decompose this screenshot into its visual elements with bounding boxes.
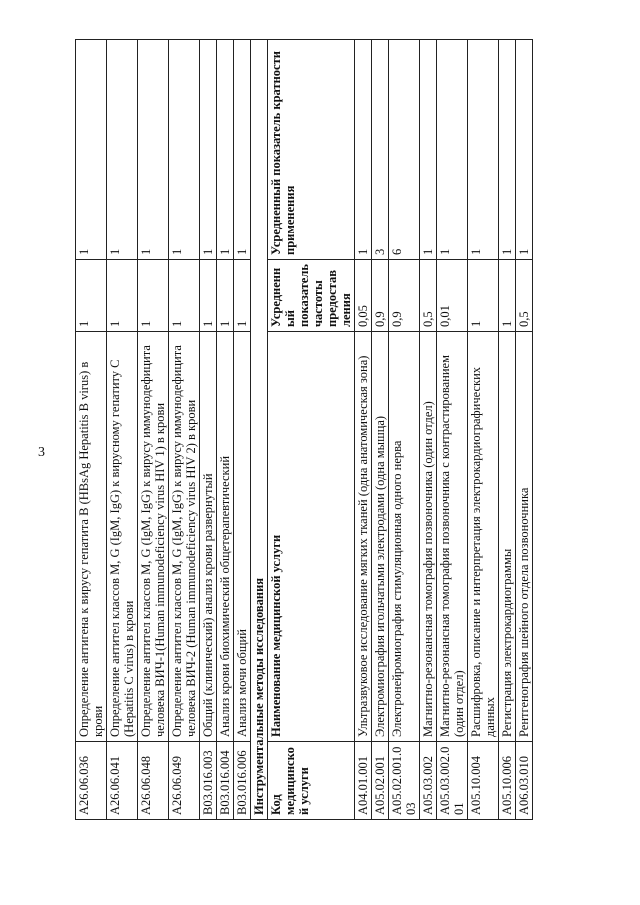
cell-freq: 0,01 (437, 260, 468, 332)
table-row (200, 40, 217, 820)
table-row (420, 40, 437, 820)
cell-mult: 3 (372, 40, 389, 260)
header-mult: Усредненный показатель кратности применения (268, 40, 355, 260)
header-name: Наименование медицинской услуги (268, 332, 355, 742)
cell-mult: 1 (437, 40, 468, 260)
cell-mult: 1 (138, 40, 169, 260)
table-row (234, 40, 251, 820)
table-row (516, 40, 533, 820)
cell-code: A26.06.036 (76, 742, 107, 820)
cell-name: Регистрация электрокардиограммы (499, 332, 516, 742)
cell-code: A04.01.001 (355, 742, 372, 820)
table-body-top (76, 40, 251, 820)
cell-freq: 0,9 (372, 260, 389, 332)
cell-code: A05.03.002 (420, 742, 437, 820)
cell-code: A05.10.004 (468, 742, 499, 820)
cell-name: Магнитно-резонансная томография позвоночника (один отдел) (420, 332, 437, 742)
cell-freq: 1 (138, 260, 169, 332)
table-row (107, 40, 138, 820)
cell-mult: 1 (516, 40, 533, 260)
cell-freq: 0,5 (516, 260, 533, 332)
table-row (372, 40, 389, 820)
cell-freq: 1 (468, 260, 499, 332)
cell-freq: 1 (76, 260, 107, 332)
table-row (355, 40, 372, 820)
cell-code: A05.02.001.003 (389, 742, 420, 820)
table-row (138, 40, 169, 820)
cell-freq: 1 (217, 260, 234, 332)
cell-freq: 1 (107, 260, 138, 332)
header-code: Код медицинской услуги (268, 742, 355, 820)
header-freq: Усредненный показатель частоты предоставления (268, 260, 355, 332)
cell-freq: 1 (200, 260, 217, 332)
page-number: 3 (38, 445, 45, 460)
cell-name: Магнитно-резонансная томография позвоночника с контрастированием (один отдел) (437, 332, 468, 742)
cell-code: A05.03.002.001 (437, 742, 468, 820)
table-row (468, 40, 499, 820)
cell-name: Ультразвуковое исследование мягких тканей (одна анатомическая зона) (355, 332, 372, 742)
table-section (251, 40, 355, 820)
services-table (75, 39, 533, 820)
cell-name: Определение антител классов M, G (IgM, IgG) к вирусу иммунодефицита человека ВИЧ-1(Human immunodeficiency virus HIV 1) в крови (138, 332, 169, 742)
cell-freq: 0,05 (355, 260, 372, 332)
cell-code: B03.016.004 (217, 742, 234, 820)
cell-freq: 0,5 (420, 260, 437, 332)
cell-mult: 1 (200, 40, 217, 260)
cell-mult: 1 (355, 40, 372, 260)
rotated-document-sheet (75, 40, 531, 820)
cell-mult: 1 (234, 40, 251, 260)
cell-name: Анализ крови биохимический общетерапевтический (217, 332, 234, 742)
cell-code: A26.06.049 (169, 742, 200, 820)
cell-name: Рентгенография шейного отдела позвоночника (516, 332, 533, 742)
cell-name: Электронейромиография стимуляционная одного нерва (389, 332, 420, 742)
cell-mult: 6 (389, 40, 420, 260)
cell-freq: 1 (499, 260, 516, 332)
cell-code: B03.016.003 (200, 742, 217, 820)
table-row (76, 40, 107, 820)
cell-freq: 0,9 (389, 260, 420, 332)
cell-code: A26.06.048 (138, 742, 169, 820)
table-row (437, 40, 468, 820)
cell-freq: 1 (169, 260, 200, 332)
cell-name: Определение антител классов M, G (IgM, IgG) к вирусу иммунодефицита человека ВИЧ-2 (Human immunodeficiency virus HIV 2) в крови (169, 332, 200, 742)
cell-code: A26.06.041 (107, 742, 138, 820)
cell-name: Расшифровка, описание и интерпретация электрокардиографических данных (468, 332, 499, 742)
cell-mult: 1 (107, 40, 138, 260)
cell-name: Определение антител классов M, G (IgM, IgG) к вирусному гепатиту C (Hepatitis C virus) в крови (107, 332, 138, 742)
cell-mult: 1 (420, 40, 437, 260)
cell-mult: 1 (468, 40, 499, 260)
cell-name: Электромиография игольчатыми электродами (одна мышца) (372, 332, 389, 742)
section-title: Инструментальные методы исследования (251, 40, 268, 820)
table-row (499, 40, 516, 820)
cell-code: A06.03.010 (516, 742, 533, 820)
table-body-bottom (355, 40, 533, 820)
cell-freq: 1 (234, 260, 251, 332)
cell-mult: 1 (76, 40, 107, 260)
table-row (389, 40, 420, 820)
cell-name: Определение антигена к вирусу гепатита B (HBsAg Hepatitis B virus) в крови (76, 332, 107, 742)
table-row (169, 40, 200, 820)
cell-code: A05.10.006 (499, 742, 516, 820)
cell-code: B03.016.006 (234, 742, 251, 820)
cell-mult: 1 (169, 40, 200, 260)
section-row (251, 40, 268, 820)
cell-mult: 1 (499, 40, 516, 260)
cell-name: Анализ мочи общий (234, 332, 251, 742)
cell-name: Общий (клинический) анализ крови развернутый (200, 332, 217, 742)
table-row (217, 40, 234, 820)
cell-mult: 1 (217, 40, 234, 260)
header-row (268, 40, 355, 820)
cell-code: A05.02.001 (372, 742, 389, 820)
